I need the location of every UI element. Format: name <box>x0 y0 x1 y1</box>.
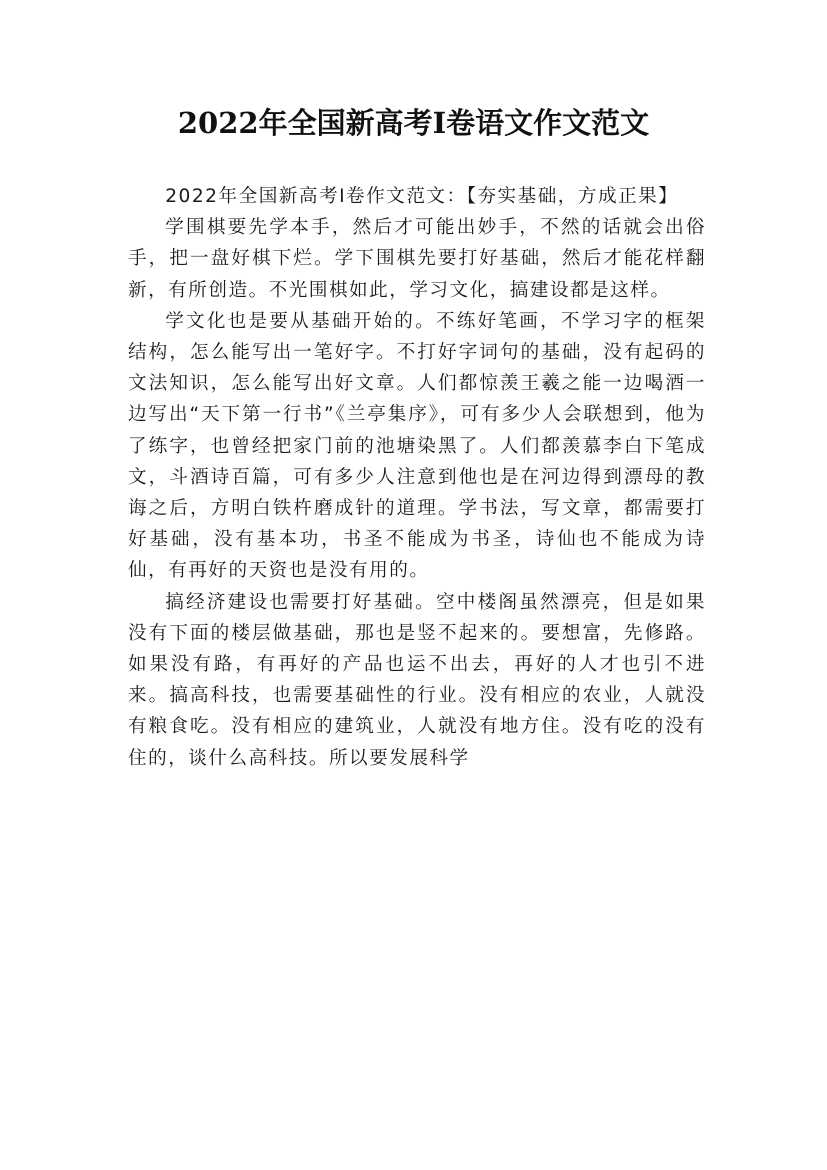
body-paragraph-1: 学围棋要先学本手，然后才可能出妙手，不然的话就会出俗手，把一盘好棋下烂。学下围棋先要打好基础，然后才能花样翻新，有所创造。不光围棋如此，学习文化，搞建设都是这样。 <box>128 217 706 301</box>
body-paragraph-3: 搞经济建设也需要打好基础。空中楼阁虽然漂亮，但是如果没有下面的楼层做基础，那也是竖不起来的。要想富，先修路。如果没有路，有再好的产品也运不出去，再好的人才也引不进来。搞高科技，也需要基础性的行业。没有相应的农业，人就没有粮食吃。没有相应的建筑业，人就没有地方住。没有吃的没有住的，谈什么高科技。所以要发展科学 <box>128 591 706 769</box>
document-body <box>128 181 706 774</box>
subtitle-paragraph: 2022年全国新高考Ⅰ卷作文范文：【夯实基础，方成正果】 <box>165 186 679 207</box>
document-title: 2022年全国新高考Ⅰ卷语文作文范文 <box>177 106 650 140</box>
body-paragraph-2: 学文化也是要从基础开始的。不练好笔画，不学习字的框架结构，怎么能写出一笔好字。不打好字词句的基础，没有起码的文法知识，怎么能写出好文章。人们都惊羡王羲之能一边喝酒一边写出“天下第一行书”《兰亭集序》，可有多少人会联想到，他为了练字，也曾经把家门前的池塘染黑了。人们都羡慕李白下笔成文，斗酒诗百篇，可有多少人注意到他也是在河边得到漂母的教诲之后，方明白铁杵磨成针的道理。学书法，写文章，都需要打好基础，没有基本功，书圣不能成为书圣，诗仙也不能成为诗仙，有再好的天资也是没有用的。 <box>128 310 706 582</box>
